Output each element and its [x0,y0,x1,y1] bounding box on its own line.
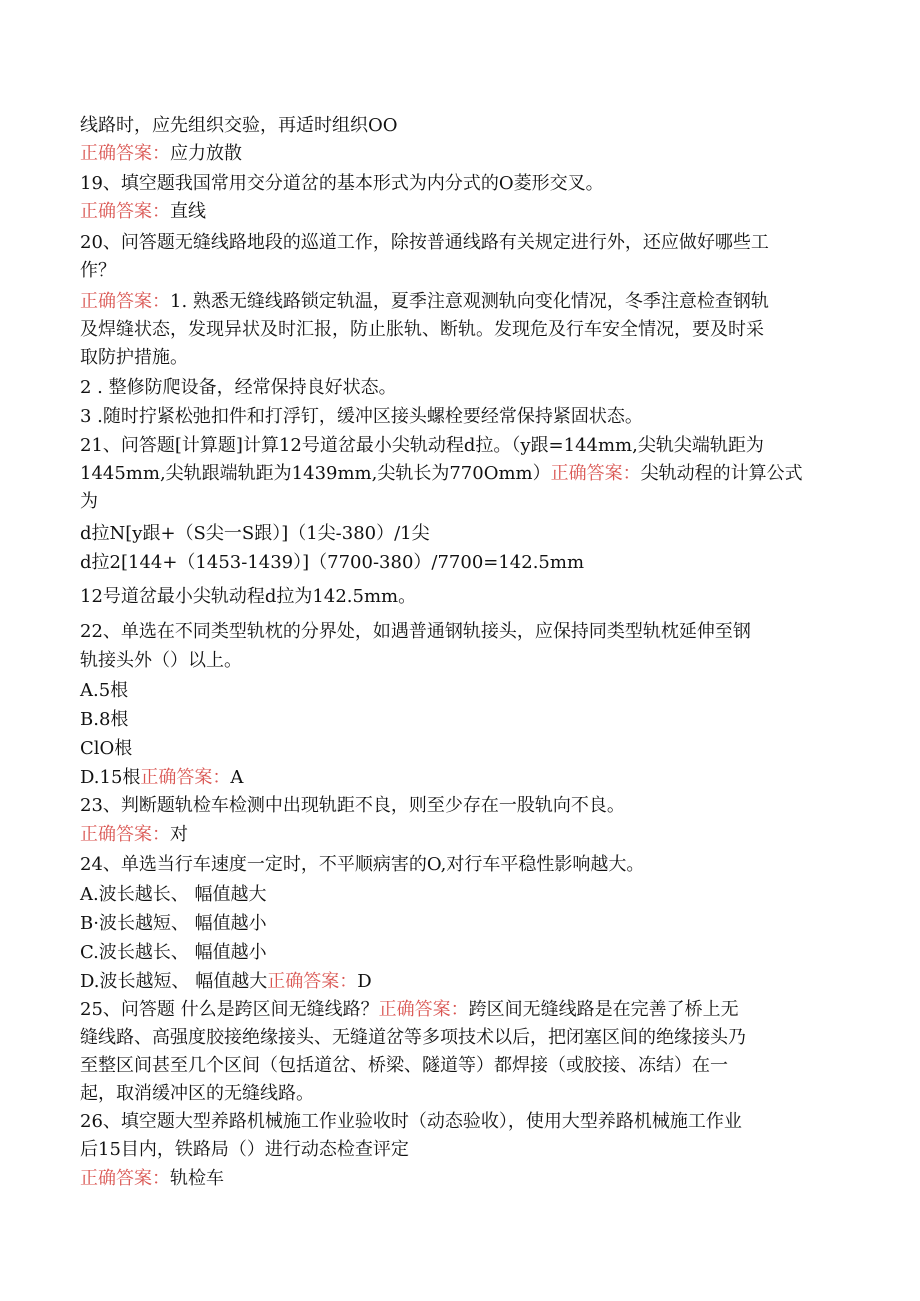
text-line [80,1054,728,1078]
text-line [80,737,132,761]
text-line [80,290,769,314]
text-line [80,259,116,283]
line-text: d拉2[144+（1453-1439）]（7700-380）/7700=142.5mm [80,552,585,573]
text-line [80,318,764,342]
text-line [80,883,266,907]
line-text: 作？ [80,260,116,281]
text-line [80,970,372,994]
text-line [80,551,584,575]
answer-label: 正确答案： [80,824,170,845]
text-line [80,853,644,877]
answer-text: D [357,971,372,992]
line-text: 缝线路、高强度胶接绝缘接头、无缝道岔等多项技术以后，把闭塞区间的绝缘接头乃 [80,1027,746,1048]
line-text: 至整区间甚至几个区间（包括道岔、桥梁、隧道等）都焊接（或胶接、冻结）在一 [80,1055,728,1076]
text-line [80,708,128,732]
line-text: 取防护措施。 [80,347,188,368]
text-line [80,766,243,790]
line-text: C.波长越长、 幅值越小 [80,942,267,963]
line-text: 21、问答题[计算题]计算12号道岔最小尖轨动程d拉。（y跟=144mm,尖轨尖端轨距为 [80,435,764,456]
text-line [80,405,643,429]
answer-label: 正确答案： [80,1168,170,1189]
text-line [80,172,604,196]
line-text: 起，取消缓冲区的无缝线路。 [80,1083,314,1104]
line-text: D.波长越短、 幅值越大 [80,971,268,992]
answer-text: 跨区间无缝线路是在完善了桥上无 [468,999,739,1020]
answer-label: 正确答案： [267,971,358,992]
line-text: 24、单选当行车速度一定时，不平顺病害的O,对行车平稳性影响越大。 [80,854,645,875]
line-text: 25、问答题 什么是跨区间无缝线路？ [80,999,379,1020]
text-line [80,1138,409,1162]
line-text: 2 . 整修防爬设备，经常保持良好状态。 [80,377,397,398]
answer-text: 1. 熟悉无缝线路锁定轨温，夏季注意观测轨向变化情况，冬季注意检查钢轨 [170,291,769,312]
text-line [80,490,98,514]
text-line [80,434,764,458]
answer-label: 正确答案： [378,999,469,1020]
answer-text: A [230,767,244,788]
line-text: 线路时，应先组织交验，再适时组织OO [80,115,398,136]
line-text: 22、单选在不同类型轨枕的分界处，如遇普通钢轨接头，应保持同类型轨枕延伸至钢 [80,621,751,642]
line-text: 轨接头外（）以上。 [80,650,242,671]
line-text: ClO根 [80,738,133,759]
line-text: B·波长越短、 幅值越小 [80,913,267,934]
answer-text: 应力放散 [170,143,242,164]
answer-label: 正确答案： [550,463,641,484]
text-line [80,462,803,486]
line-text: A.5根 [80,680,129,701]
text-line [80,142,242,166]
text-line [80,585,416,609]
text-line [80,231,769,255]
text-line [80,1110,742,1134]
line-text: 3 .随时拧紧松弛扣件和打浮钉，缓冲区接头螺栓要经常保持紧固状态。 [80,406,643,427]
text-line [80,794,625,818]
answer-label: 正确答案： [80,201,170,222]
text-line [80,114,398,138]
answer-text: 对 [170,824,188,845]
line-text: 26、填空题大型养路机械施工作业验收时（动态验收），使用大型养路机械施工作业 [80,1111,742,1132]
answer-text: 直线 [170,201,206,222]
text-line [80,200,206,224]
line-text: 20、问答题无缝线路地段的巡道工作，除按普通线路有关规定进行外，还应做好哪些工 [80,232,769,253]
text-line [80,620,751,644]
text-line [80,823,188,847]
text-line [80,376,397,400]
text-line [80,346,188,370]
text-line [80,941,267,965]
line-text: 后15目内，铁路局（）进行动态检查评定 [80,1139,409,1160]
line-text: 19、填空题我国常用交分道岔的基本形式为内分式的O菱形交叉。 [80,173,604,194]
text-line [80,1082,314,1106]
answer-label: 正确答案： [80,143,170,164]
line-text: 及焊缝状态，发现异状及时汇报，防止胀轨、断轨。发现危及行车安全情况，要及时采 [80,319,764,340]
text-line [80,998,739,1022]
answer-label: 正确答案： [80,291,170,312]
text-line [80,912,267,936]
text-line [80,679,128,703]
answer-text: 尖轨动程的计算公式 [640,463,803,484]
line-text: A.波长越长、 幅值越大 [80,884,267,905]
line-text: 为 [80,491,98,512]
text-line [80,522,430,546]
line-text: D.15根 [80,767,141,788]
text-line [80,1167,224,1191]
text-line [80,649,242,673]
line-text: 12号道岔最小尖轨动程d拉为142.5mm。 [80,586,417,607]
text-line [80,1026,746,1050]
line-text: 1445mm,尖轨跟端轨距为1439mm,尖轨长为770Omm） [80,463,551,484]
line-text: 23、判断题轨检车检测中出现轨距不良，则至少存在一股轨向不良。 [80,795,625,816]
line-text: d拉N[y跟+（S尖一S跟）]（1尖-380）/1尖 [80,523,430,544]
answer-text: 轨检车 [170,1168,224,1189]
line-text: B.8根 [80,709,129,730]
answer-label: 正确答案： [140,767,231,788]
